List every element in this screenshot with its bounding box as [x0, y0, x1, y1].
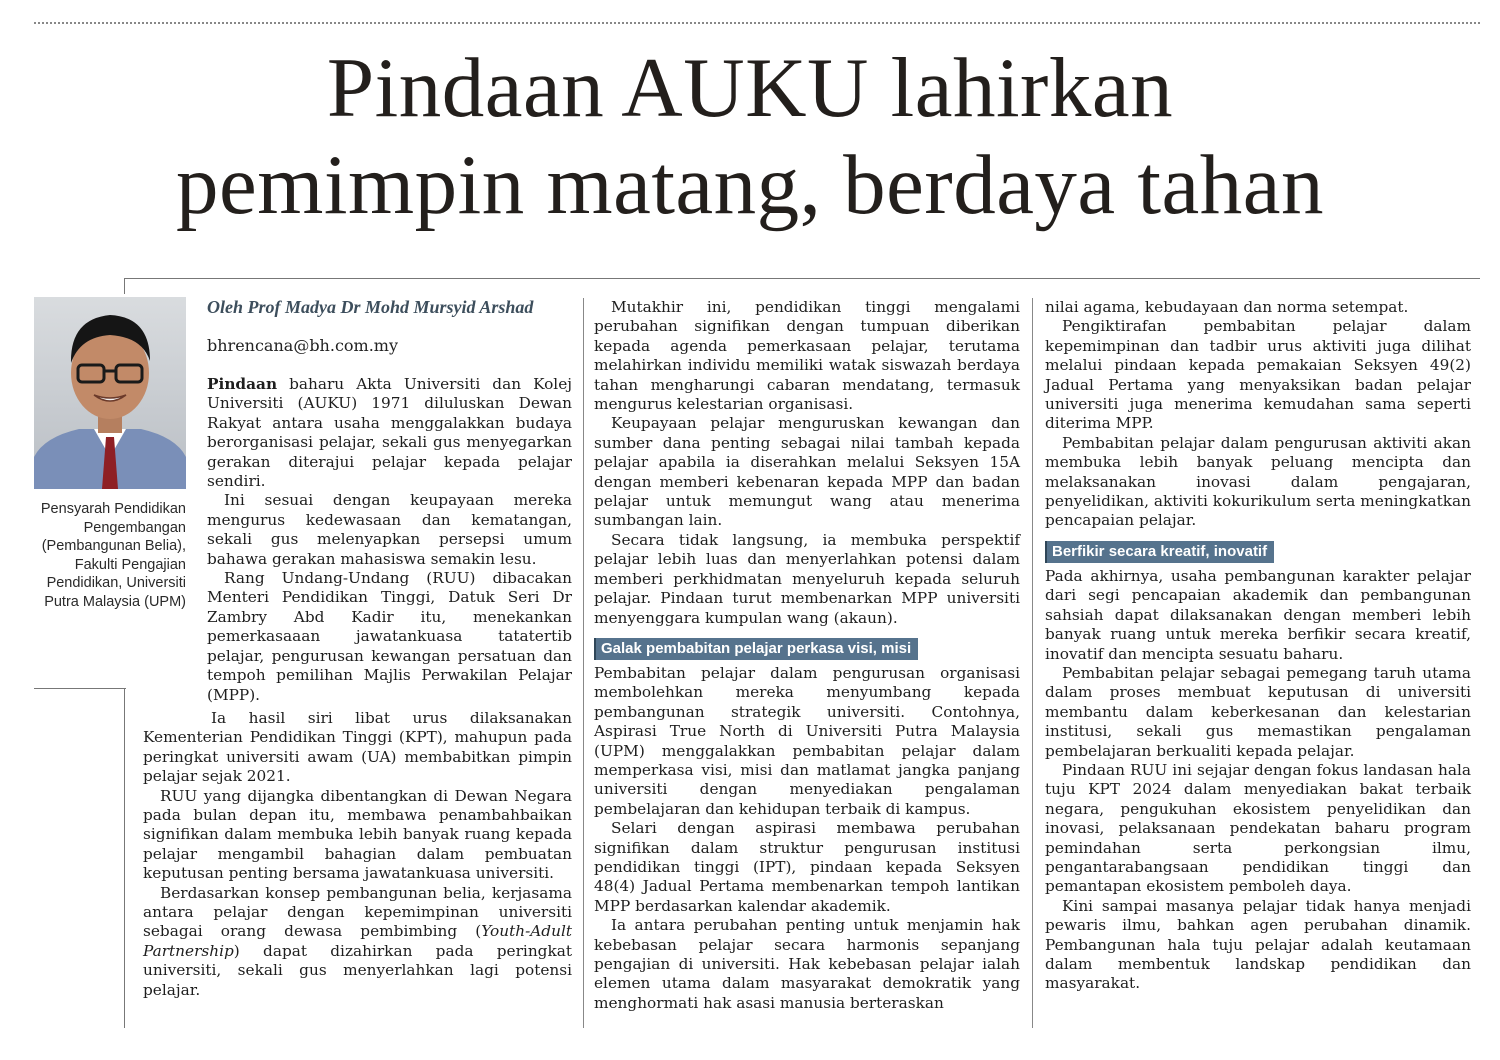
paragraph: Pada akhirnya, usaha pembangunan karakter pelajar dari segi pencapaian akademik dan pembangunan sahsiah dapat dilaksanakan dengan memberi lebih banyak ruang untuk mereka berfikir secara kreatif, inovatif dan mencipta sesuatu baharu.	[1045, 566, 1471, 663]
column-3	[1045, 298, 1471, 994]
paragraph: Secara tidak langsung, ia membuka perspektif pelajar lebih luas dan menyerlahkan potensi dalam memberi perkhidmatan menyeluruh kepada seluruh pelajar. Pindaan turut membenarkan MPP universiti menyenggara kumpulan wang (akaun).	[594, 530, 1020, 627]
lead-word: Pindaan	[207, 375, 278, 393]
column-divider-1	[583, 298, 584, 1028]
paragraph: Ia hasil siri libat urus dilaksanakan Kementerian Pendidikan Tinggi (KPT), mahupun pada peringkat universiti awam (UA) membabitkan pimpin pelajar sejak 2021.	[143, 709, 572, 786]
headline-line-2: pemimpin matang, berdaya tahan	[176, 138, 1324, 232]
paragraph-text: ) dapat dizahirkan pada peringkat universiti, sekali gus menyerlahkan lagi potensi pelajar.	[143, 941, 572, 999]
subheading: Galak pembabitan pelajar perkasa visi, misi	[594, 638, 918, 660]
sidebar-vertical-rule	[124, 688, 125, 1028]
paragraph: Pembabitan pelajar dalam pengurusan organisasi membolehkan mereka menyumbang kepada pembangunan strategik universiti. Contohnya, Aspirasi True North di Universiti Putra Malaysia (UPM) menggalakkan pembabitan pelajar dalam memperkasa visi, misi dan matlamat jangka panjang universiti dengan menyediakan pengalaman pembelajaran dan kehidupan terbaik di kampus.	[594, 663, 1020, 818]
paragraph: Pindaan RUU ini sejajar dengan fokus landasan hala tuju KPT 2024 dalam menyediakan bakat terbaik negara, pengukuhan ekosistem penyelidikan dan inovasi, pelaksanaan pendekatan baharu program pemindahan serta perkongsian ilmu, pengantarabangsaan pendidikan tinggi dan pemantapan ekosistem pemboleh daya.	[1045, 760, 1471, 896]
paragraph: nilai agama, kebudayaan dan norma setempat.	[1045, 298, 1409, 316]
sidebar-rule	[34, 688, 126, 689]
paragraph: Pembabitan pelajar dalam pengurusan aktiviti akan membuka lebih banyak peluang mencipta dan melaksanakan inovasi dalam pengajaran, penyelidikan, aktiviti kokurikulum serta meningkatkan pencapaian pelajar.	[1045, 433, 1471, 530]
paragraph: Rang Undang-Undang (RUU) dibacakan Menteri Pendidikan Tinggi, Datuk Seri Dr Zambry Abd Kadir itu, menekankan pemerkasaaan jawatankuasa tatatertib pelajar, pengurusan kewangan persatuan dan tempoh pemilihan Majlis Perwakilan Pelajar (MPP).	[207, 569, 572, 704]
paragraph: Keupayaan pelajar menguruskan kewangan dan sumber dana penting sebagai nilai tambah kepada pelajar apabila ia diserahkan melalui Seksyen 15A dengan memberi kebenaran kepada MPP dan badan pelajar untuk memungut wang atau menerima sumbangan lain.	[594, 414, 1020, 530]
column-1-lower	[143, 709, 572, 1000]
paragraph: Pengiktirafan pembabitan pelajar dalam kepemimpinan dan tadbir urus aktiviti juga dilihat melalui pindaan kepada pemakaian Seksyen 49(2) Jadual Pertama yang menyaksikan badan pelajar universiti juga menerima kemudahan sama seperti diterima MPP.	[1045, 317, 1471, 433]
paragraph: Kini sampai masanya pelajar tidak hanya menjadi pewaris ilmu, bahkan agen perubahan dinamik. Pembangunan hala tuju pelajar adalah keutamaan dalam membentuk landskap pendidikan dan masyarakat.	[1045, 896, 1471, 993]
paragraph: RUU yang dijangka dibentangkan di Dewan Negara pada bulan depan itu, membawa penambahbaikan signifikan dalam membuka lebih banyak ruang kepada pelajar mengambil bahagian dalam pembuatan keputusan penting bersama jawatankuasa universiti.	[143, 786, 572, 883]
author-caption: Pensyarah Pendidikan Pengembangan (Pembangunan Belia), Fakulti Pengajian Pendidikan, Universiti Putra Malaysia (UPM)	[40, 501, 186, 610]
headline	[0, 40, 1500, 234]
paragraph: Ini sesuai dengan keupayaan mereka mengurus kedewasaan dan kematangan, sekali gus melenyapkan persepsi umum bahawa gerakan mahasiswa semakin lesu.	[207, 491, 572, 568]
paragraph: Pembabitan pelajar sebagai pemegang taruh utama dalam proses membuat keputusan di universiti membantu dalam keberkesanan dan kelestarian institusi, sekali gus memastikan pengalaman pembelajaran berkualiti kepada pelajar.	[1045, 663, 1471, 760]
column-divider-2	[1032, 298, 1033, 1028]
subheading: Berfikir secara kreatif, inovatif	[1045, 541, 1274, 563]
column-2	[594, 298, 1020, 1013]
paragraph: Mutakhir ini, pendidikan tinggi mengalami perubahan signifikan dengan tumpuan diberikan kepada agenda pemerkasaan pelajar, terutama melahirkan individu memiliki watak siswazah berdaya tahan mengharungi cabaran mendatang, termasuk mengurus kelestarian organisasi.	[594, 298, 1020, 414]
author-email: bhrencana@bh.com.my	[207, 336, 399, 355]
section-rule	[124, 278, 1480, 279]
paragraph-text: baharu Akta Universiti dan Kolej Universiti (AUKU) 1971 diluluskan Dewan Rakyat antara usaha menggalakkan budaya berorganisasi pelajar, sekali gus menyegarkan gerakan diterajui pelajar kepada pelajar sendiri.	[207, 375, 572, 491]
headline-line-1: Pindaan AUKU lahirkan	[326, 41, 1174, 135]
author-photo	[34, 297, 186, 489]
paragraph	[207, 375, 572, 491]
column-1	[207, 375, 572, 705]
section-rule-tick	[124, 278, 125, 294]
byline: Oleh Prof Madya Dr Mohd Mursyid Arshad	[207, 297, 534, 317]
paragraph-text: Berdasarkan konsep pembangunan belia, kerjasama antara pelajar dengan kepemimpinan universiti sebagai orang dewasa pembimbing (	[143, 883, 572, 941]
paragraph: Selari dengan aspirasi membawa perubahan signifikan dalam struktur pengurusan institusi pendidikan tinggi (IPT), pindaan kepada Seksyen 48(4) Jadual Pertama membenarkan tempoh lantikan MPP berdasarkan kalendar akademik.	[594, 819, 1020, 915]
top-dotted-rule	[34, 22, 1480, 24]
italic-term: Youth-Adult Partnership	[143, 922, 572, 960]
paragraph	[143, 884, 572, 1000]
paragraph: Ia antara perubahan penting untuk menjamin hak kebebasan pelajar secara harmonis sepanjang pengajian di universiti. Hak kebebasan pelajar ialah elemen utama dalam masyarakat demokratik yang menghormati hak asasi manusia berteraskan	[594, 916, 1020, 1012]
